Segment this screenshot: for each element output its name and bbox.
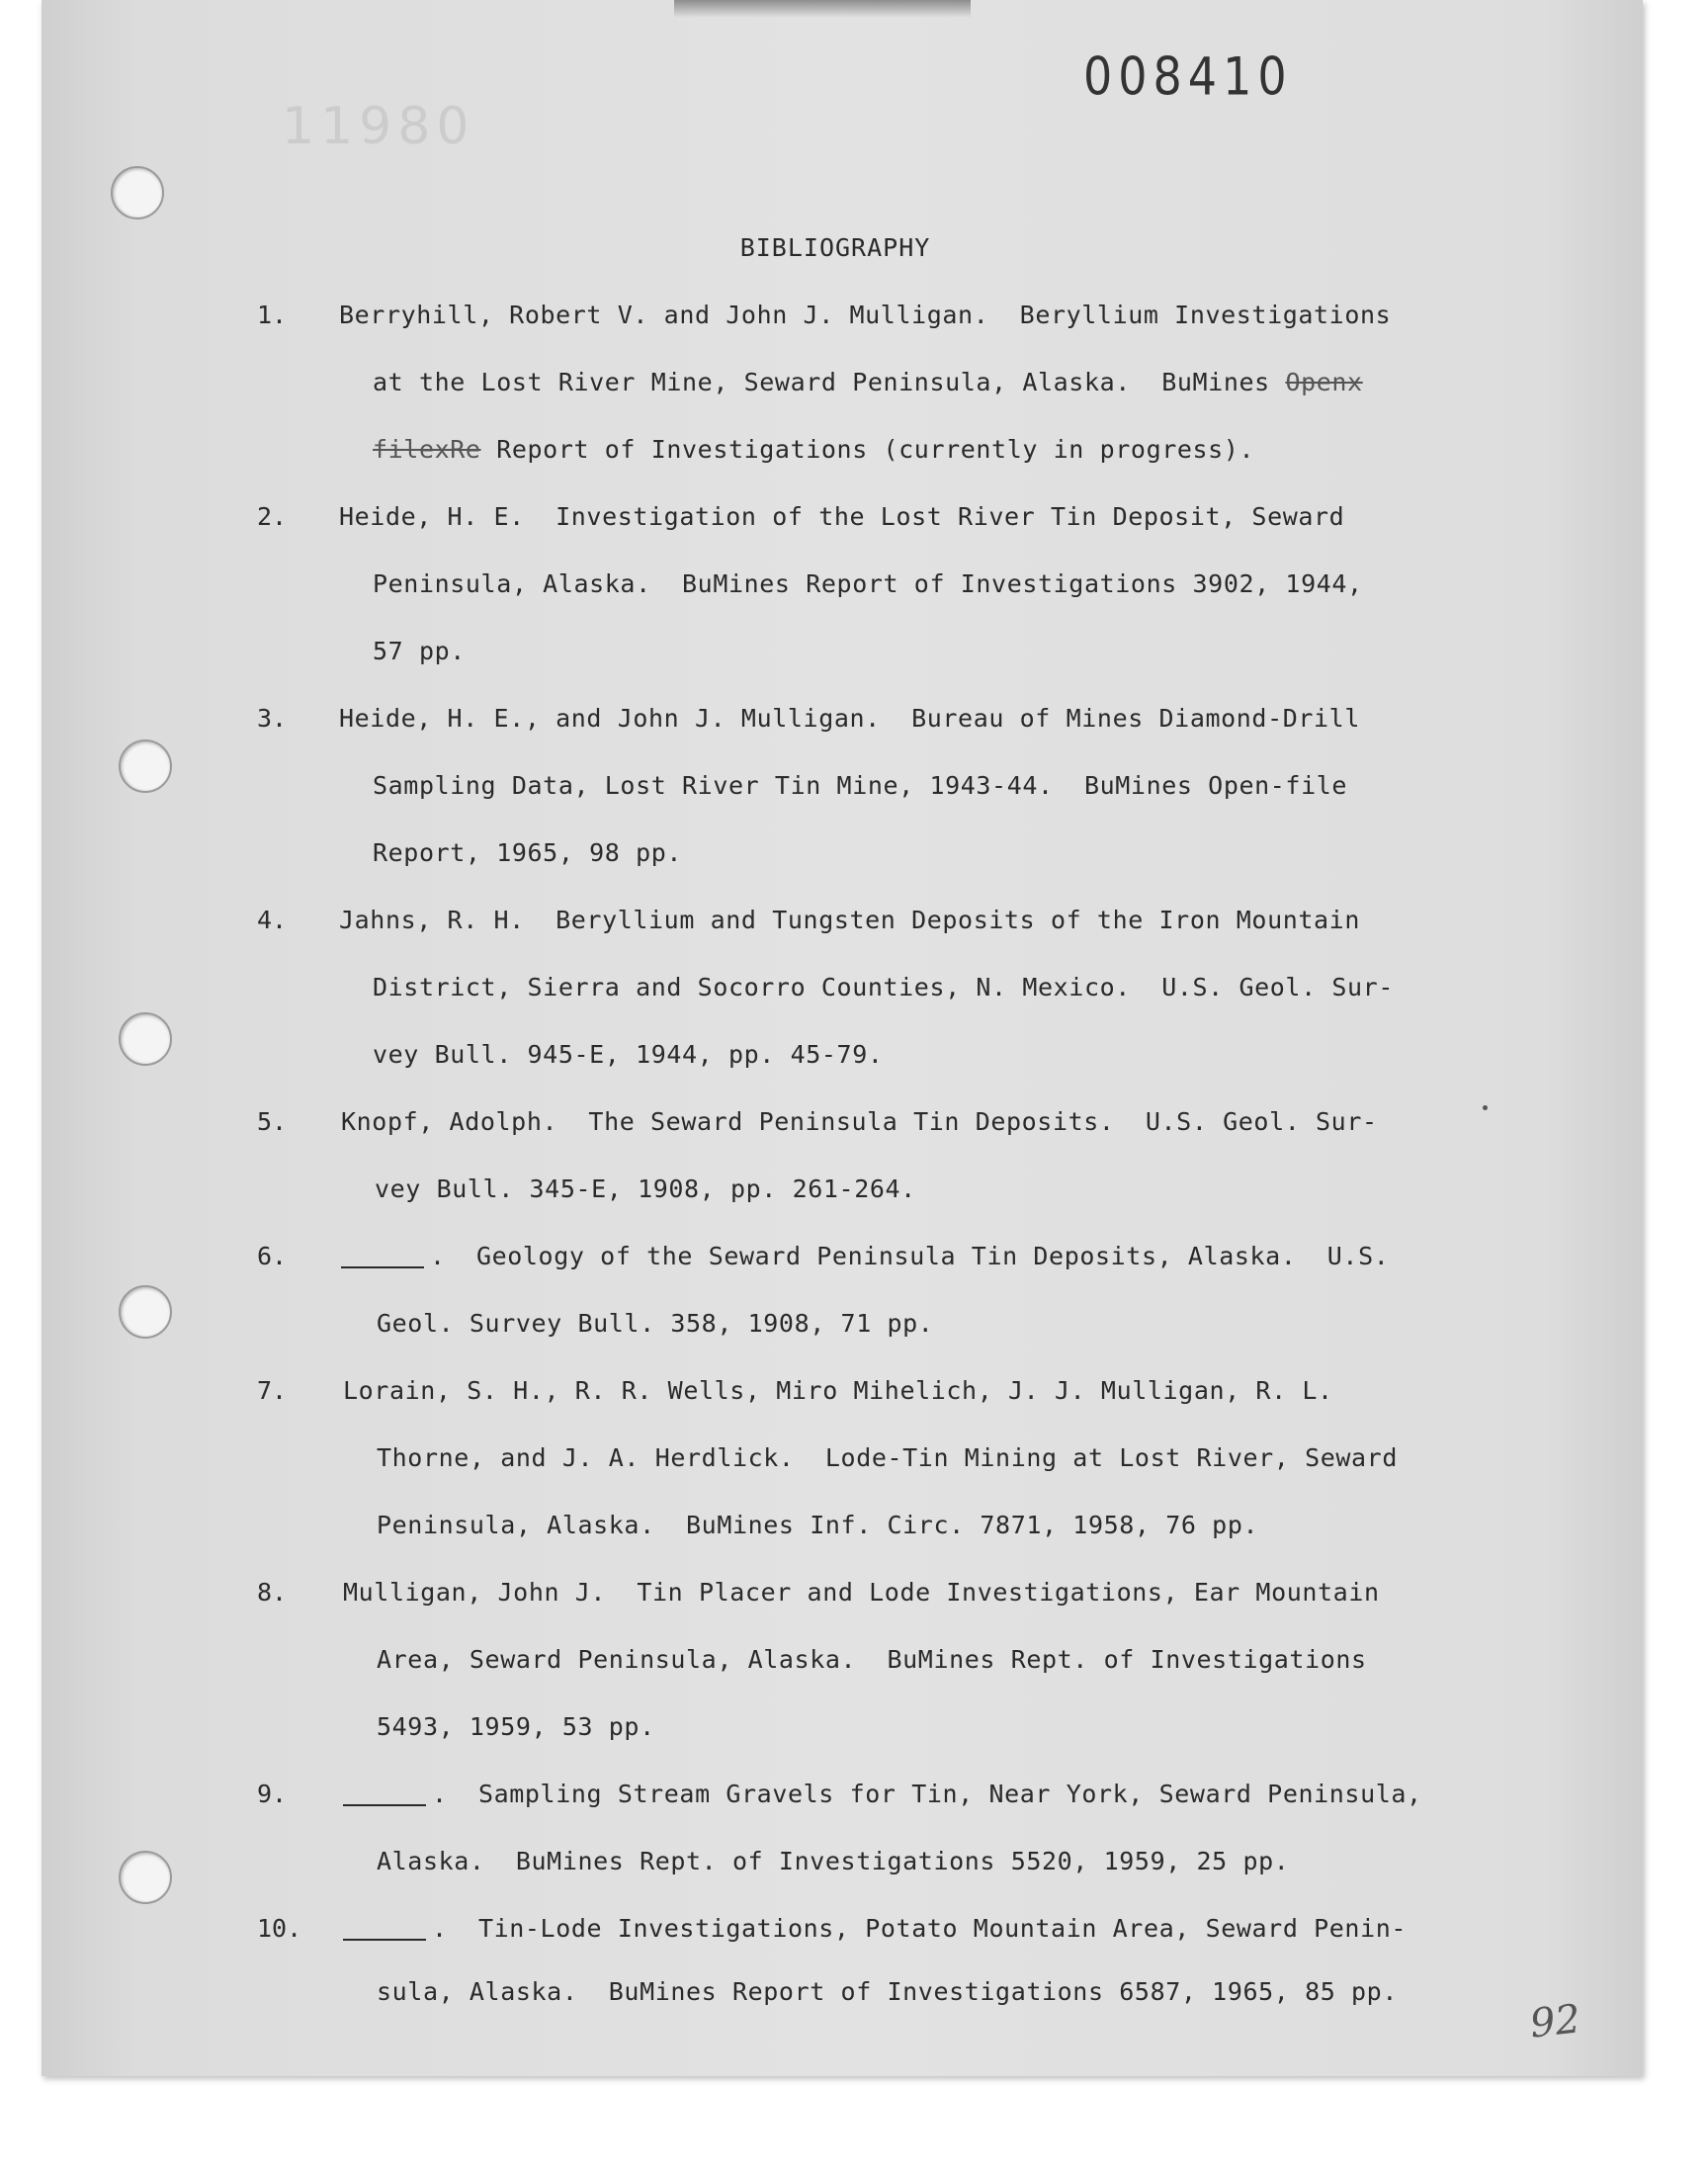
entry-line: Geol. Survey Bull. 358, 1908, 71 pp. (377, 1309, 934, 1338)
entry-number: 9. (257, 1780, 288, 1808)
entry-line: vey Bull. 945-E, 1944, pp. 45-79. (373, 1040, 884, 1069)
document-number: 008410 (1083, 44, 1293, 108)
page-title: BIBLIOGRAPHY (739, 233, 931, 262)
entry-text: at the Lost River Mine, Seward Peninsula, Alaska. BuMines (373, 368, 1286, 396)
entry-line: District, Sierra and Socorro Counties, N. Mexico. U.S. Geol. Sur- (373, 973, 1394, 1001)
entry-line: 57 pp. (373, 637, 466, 665)
entry-line: Mulligan, John J. Tin Placer and Lode Investigations, Ear Mountain (343, 1578, 1380, 1607)
struck-out-text: filexRe (373, 435, 481, 464)
entry-number: 3. (257, 704, 288, 733)
ditto-blank (343, 1939, 426, 1941)
entry-line: Lorain, S. H., R. R. Wells, Miro Mihelich, J. J. Mulligan, R. L. (343, 1376, 1333, 1405)
entry-line (343, 1914, 1407, 1943)
entry-line: Heide, H. E., and John J. Mulligan. Bureau of Mines Diamond-Drill (339, 704, 1360, 733)
punch-hole (119, 1851, 172, 1904)
entry-line: Peninsula, Alaska. BuMines Inf. Circ. 7871, 1958, 76 pp. (377, 1511, 1259, 1539)
entry-text: Report of Investigations (currently in progress). (480, 435, 1255, 464)
ditto-blank (343, 1804, 426, 1806)
entry-line: 5493, 1959, 53 pp. (377, 1712, 655, 1741)
struck-out-text: Openx (1285, 368, 1363, 396)
entry-text: . Sampling Stream Gravels for Tin, Near York, Seward Peninsula, (432, 1780, 1422, 1808)
handwritten-page-mark: 92 (1527, 1996, 1583, 2047)
punch-hole (119, 1012, 172, 1066)
entry-line: Knopf, Adolph. The Seward Peninsula Tin Deposits. U.S. Geol. Sur- (341, 1107, 1378, 1136)
entry-line (341, 1242, 1389, 1270)
punch-hole (111, 166, 164, 219)
speck (1483, 1105, 1488, 1110)
entry-line (373, 368, 1363, 396)
entry-line: Jahns, R. H. Beryllium and Tungsten Deposits of the Iron Mountain (339, 906, 1360, 934)
entry-line: Sampling Data, Lost River Tin Mine, 1943-44. BuMines Open-file (373, 771, 1348, 800)
scan-smudge (674, 0, 971, 18)
entry-line: Report, 1965, 98 pp. (373, 838, 683, 867)
punch-hole (119, 1285, 172, 1339)
entry-line (343, 1780, 1422, 1808)
entry-number: 2. (257, 502, 288, 531)
entry-number: 5. (257, 1107, 288, 1136)
entry-line: Area, Seward Peninsula, Alaska. BuMines Rept. of Investigations (377, 1645, 1367, 1674)
entry-number: 10. (257, 1914, 302, 1943)
entry-line: Alaska. BuMines Rept. of Investigations 5520, 1959, 25 pp. (377, 1847, 1290, 1875)
entry-line (339, 301, 1391, 329)
ghost-bleed-through-number: 11980 (282, 97, 475, 156)
entry-number: 4. (257, 906, 288, 934)
entry-line: Heide, H. E. Investigation of the Lost River Tin Deposit, Seward (339, 502, 1345, 531)
entry-line: sula, Alaska. BuMines Report of Investigations 6587, 1965, 85 pp. (377, 1977, 1398, 2006)
entry-author: Berryhill, Robert V. and John J. Mulligan. (339, 301, 989, 329)
entry-line (373, 435, 1254, 464)
entry-number: 6. (257, 1242, 288, 1270)
entry-number: 1. (257, 301, 288, 329)
entry-line: vey Bull. 345-E, 1908, pp. 261-264. (375, 1174, 916, 1203)
entry-text: . Tin-Lode Investigations, Potato Mountain Area, Seward Penin- (432, 1914, 1408, 1943)
entry-title-part: Beryllium Investigations (988, 301, 1392, 329)
entry-text: . Geology of the Seward Peninsula Tin Deposits, Alaska. U.S. (430, 1242, 1390, 1270)
entry-number: 7. (257, 1376, 288, 1405)
entry-number: 8. (257, 1578, 288, 1607)
punch-hole (119, 740, 172, 793)
entry-line: Thorne, and J. A. Herdlick. Lode-Tin Mining at Lost River, Seward (377, 1443, 1398, 1472)
entry-line: Peninsula, Alaska. BuMines Report of Investigations 3902, 1944, (373, 569, 1363, 598)
ditto-blank (341, 1266, 424, 1268)
